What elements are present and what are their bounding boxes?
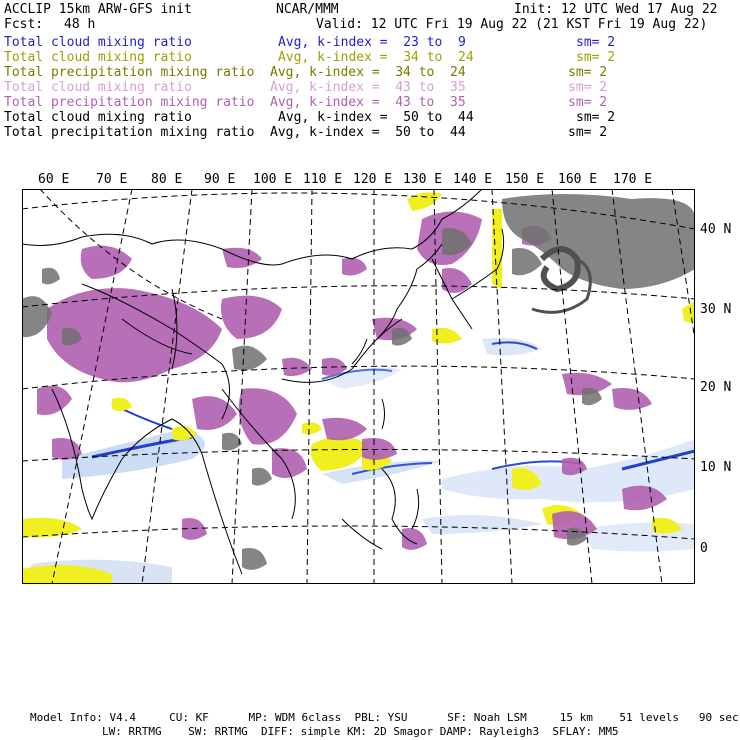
field-name: Total precipitation mixing ratio bbox=[4, 125, 255, 140]
longitude-label: 100 E bbox=[253, 172, 293, 187]
longitude-label: 80 E bbox=[151, 172, 183, 187]
longitude-label: 110 E bbox=[303, 172, 343, 187]
longitude-label: 70 E bbox=[96, 172, 128, 187]
longitude-label: 130 E bbox=[403, 172, 443, 187]
longitude-label: 140 E bbox=[453, 172, 493, 187]
forecast-label: Fcst: bbox=[4, 17, 44, 32]
forecast-map bbox=[22, 189, 695, 584]
field-name: Total cloud mixing ratio bbox=[4, 80, 192, 95]
field-sm: sm= 2 bbox=[568, 80, 608, 95]
latitude-label: 40 N bbox=[700, 222, 732, 237]
field-name: Total cloud mixing ratio bbox=[4, 110, 192, 125]
field-sm: sm= 2 bbox=[568, 125, 608, 140]
field-avg: Avg, k-index = 43 to 35 bbox=[270, 80, 466, 95]
field-avg: Avg, k-index = 43 to 35 bbox=[270, 95, 466, 110]
longitude-label: 90 E bbox=[204, 172, 236, 187]
field-avg: Avg, k-index = 23 to 9 bbox=[278, 35, 466, 50]
longitude-label: 60 E bbox=[38, 172, 70, 187]
field-sm: sm= 2 bbox=[576, 35, 616, 50]
field-name: Total cloud mixing ratio bbox=[4, 50, 192, 65]
latitude-label: 0 bbox=[700, 541, 708, 556]
longitude-label: 160 E bbox=[558, 172, 598, 187]
field-avg: Avg, k-index = 50 to 44 bbox=[278, 110, 474, 125]
field-avg: Avg, k-index = 34 to 24 bbox=[278, 50, 474, 65]
init-time: Init: 12 UTC Wed 17 Aug 22 bbox=[514, 2, 718, 17]
model-info-line1: Model Info: V4.4 CU: KF MP: WDM 6class PBL: YSU SF: Noah LSM 15 km 51 levels 90 sec bbox=[30, 711, 739, 724]
model-info-line2: LW: RRTMG SW: RRTMG DIFF: simple KM: 2D Smagor DAMP: Rayleigh3 SFLAY: MM5 bbox=[102, 725, 619, 738]
field-sm: sm= 2 bbox=[568, 95, 608, 110]
latitude-label: 20 N bbox=[700, 380, 732, 395]
field-sm: sm= 2 bbox=[568, 65, 608, 80]
field-sm: sm= 2 bbox=[576, 50, 616, 65]
field-sm: sm= 2 bbox=[576, 110, 616, 125]
latitude-label: 10 N bbox=[700, 460, 732, 475]
field-avg: Avg, k-index = 34 to 24 bbox=[270, 65, 466, 80]
field-name: Total precipitation mixing ratio bbox=[4, 95, 255, 110]
latitude-label: 30 N bbox=[700, 302, 732, 317]
field-name: Total cloud mixing ratio bbox=[4, 35, 192, 50]
forecast-hour: 48 h bbox=[64, 17, 96, 32]
center-label: NCAR/MMM bbox=[276, 2, 339, 17]
longitude-label: 150 E bbox=[505, 172, 545, 187]
field-name: Total precipitation mixing ratio bbox=[4, 65, 255, 80]
longitude-label: 170 E bbox=[613, 172, 653, 187]
longitude-label: 120 E bbox=[353, 172, 393, 187]
valid-time: Valid: 12 UTC Fri 19 Aug 22 (21 KST Fri 19 Aug 22) bbox=[316, 17, 708, 32]
model-title: ACCLIP 15km ARW-GFS init bbox=[4, 2, 192, 17]
field-avg: Avg, k-index = 50 to 44 bbox=[270, 125, 466, 140]
